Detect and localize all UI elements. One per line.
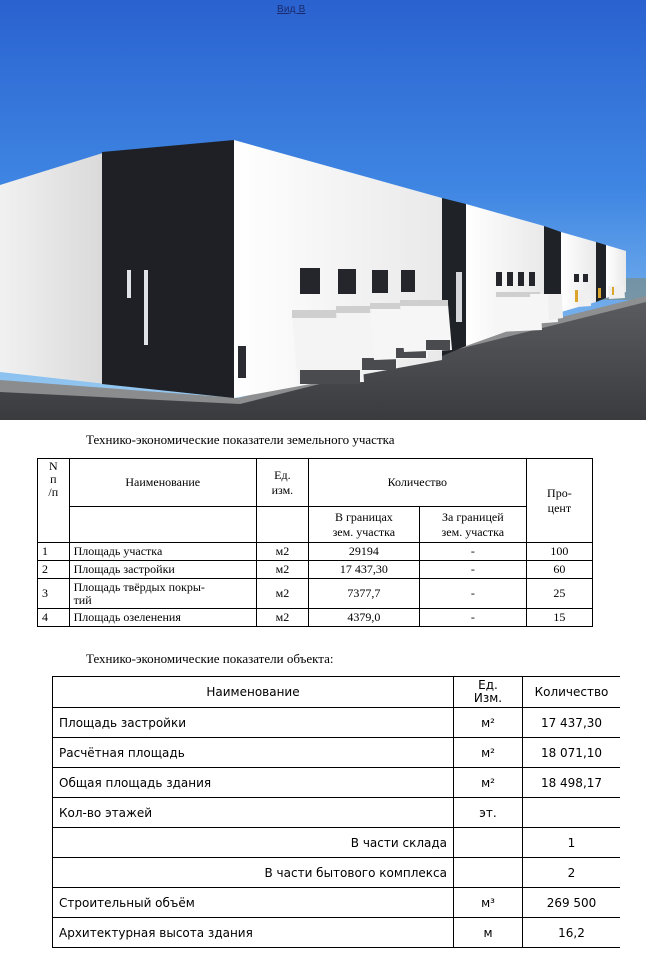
- header-percent: Про- цент: [526, 459, 592, 543]
- corner-pilaster: [102, 140, 234, 398]
- header-quantity: Количество: [523, 677, 621, 708]
- table-row: [53, 708, 621, 738]
- left-facade: [0, 152, 106, 384]
- row-unit: [454, 858, 523, 888]
- row-value: 2: [523, 858, 621, 888]
- row-name: Расчётная площадь: [53, 738, 454, 768]
- row-value: 18 071,10: [523, 738, 621, 768]
- row-num: 3: [38, 579, 70, 609]
- row-num: 1: [38, 543, 70, 561]
- row-unit: м²: [454, 768, 523, 798]
- table-row: [53, 738, 621, 768]
- table-row: [38, 543, 593, 561]
- row-unit: м²: [454, 738, 523, 768]
- table-row: [38, 579, 593, 609]
- row-name: Кол-во этажей: [53, 798, 454, 828]
- row-num: 4: [38, 609, 70, 627]
- row-unit: м³: [454, 888, 523, 918]
- row-value: 17 437,30: [523, 708, 621, 738]
- row-percent: 25: [526, 579, 592, 609]
- table-row: [53, 918, 621, 948]
- header-num: N п /п: [38, 459, 70, 543]
- object-indicators-table: [52, 676, 620, 948]
- object-table-title: Технико-экономические показатели объекта:: [86, 651, 334, 666]
- row-name: Площадь твёрдых покры- тий: [69, 579, 256, 609]
- row-name: Площадь застройки: [69, 561, 256, 579]
- header-name-empty: [69, 507, 256, 543]
- land-table-subheader-row: [38, 507, 593, 543]
- land-indicators-table: [37, 458, 593, 627]
- row-value: 269 500: [523, 888, 621, 918]
- row-inside: 29194: [308, 543, 419, 561]
- row-percent: 15: [526, 609, 592, 627]
- row-name: Строительный объём: [53, 888, 454, 918]
- row-unit: эт.: [454, 798, 523, 828]
- entry-door: [238, 346, 246, 378]
- row-unit: м: [454, 918, 523, 948]
- header-name: Наименование: [53, 677, 454, 708]
- table-row: [38, 609, 593, 627]
- header-outside: За границей зем. участка: [419, 507, 526, 543]
- row-unit: [454, 828, 523, 858]
- view-label: Вид В: [277, 4, 306, 15]
- table-row: [53, 888, 621, 918]
- row-outside: -: [419, 579, 526, 609]
- row-inside: 4379,0: [308, 609, 419, 627]
- warehouse-illustration: [0, 0, 646, 420]
- row-unit: м²: [454, 708, 523, 738]
- row-inside: 7377,7: [308, 579, 419, 609]
- row-name: В части бытового комплекса: [53, 858, 454, 888]
- land-table-header-row: [38, 459, 593, 507]
- header-name: Наименование: [69, 459, 256, 507]
- row-inside: 17 437,30: [308, 561, 419, 579]
- row-value: [523, 798, 621, 828]
- row-unit: м2: [256, 561, 308, 579]
- header-unit-empty: [256, 507, 308, 543]
- pilaster-door: [456, 272, 462, 322]
- row-value: 16,2: [523, 918, 621, 948]
- land-table-title: Технико-экономические показатели земельного участка: [86, 432, 395, 447]
- row-outside: -: [419, 543, 526, 561]
- header-inside: В границах зем. участка: [308, 507, 419, 543]
- row-percent: 100: [526, 543, 592, 561]
- building-render: [0, 0, 646, 420]
- object-table-header-row: [53, 677, 621, 708]
- table-row: [53, 858, 621, 888]
- row-unit: м2: [256, 579, 308, 609]
- pilaster-door-slot: [144, 270, 148, 345]
- row-percent: 60: [526, 561, 592, 579]
- pilaster-window: [127, 270, 131, 298]
- row-name: Площадь участка: [69, 543, 256, 561]
- header-unit: Ед. изм.: [256, 459, 308, 507]
- row-name: Площадь озеленения: [69, 609, 256, 627]
- row-outside: -: [419, 609, 526, 627]
- table-row: [53, 828, 621, 858]
- header-quantity: Количество: [308, 459, 526, 507]
- header-unit: Ед. Изм.: [454, 677, 523, 708]
- row-name: В части склада: [53, 828, 454, 858]
- row-unit: м2: [256, 609, 308, 627]
- table-row: [38, 561, 593, 579]
- row-name: Общая площадь здания: [53, 768, 454, 798]
- row-unit: м2: [256, 543, 308, 561]
- table-row: [53, 768, 621, 798]
- row-value: 1: [523, 828, 621, 858]
- table-row: [53, 798, 621, 828]
- row-name: Площадь застройки: [53, 708, 454, 738]
- row-name: Архитектурная высота здания: [53, 918, 454, 948]
- row-value: 18 498,17: [523, 768, 621, 798]
- row-num: 2: [38, 561, 70, 579]
- row-outside: -: [419, 561, 526, 579]
